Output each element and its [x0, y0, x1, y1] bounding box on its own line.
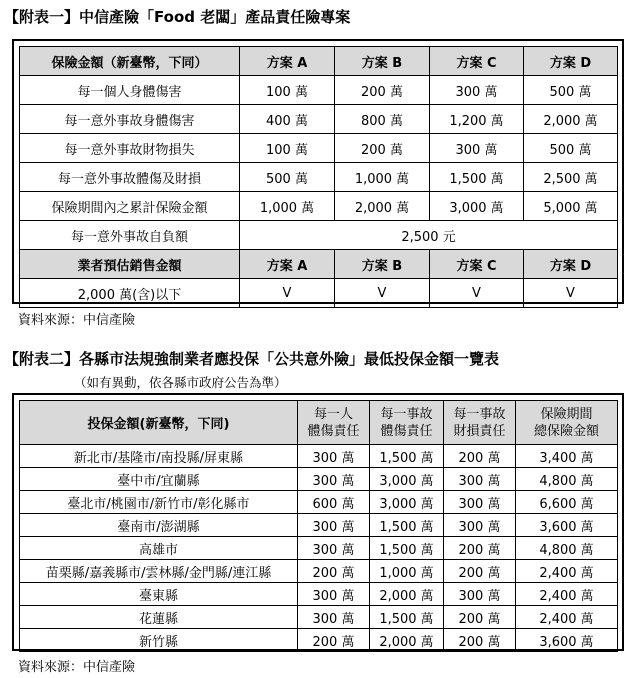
- public-liability-table: [19, 400, 618, 652]
- min-amount-value: 1,000 萬: [370, 560, 444, 583]
- coverage-value: 500 萬: [524, 134, 618, 163]
- county-label: 花蓮縣: [20, 606, 298, 629]
- min-amount-value: 2,000 萬: [370, 629, 444, 652]
- plan-header-d: 方案 D: [524, 47, 618, 76]
- min-amount-value: 300 萬: [298, 445, 370, 468]
- coverage-label: 每一個人身體傷害: [20, 76, 240, 105]
- table1-frame: [12, 39, 624, 304]
- table2-header-label: 投保金額(新臺幣，下同): [20, 401, 298, 445]
- min-amount-value: 300 萬: [444, 514, 516, 537]
- table-row: [20, 192, 618, 221]
- county-label: 苗栗縣/嘉義縣市/雲林縣/金門縣/連江縣: [20, 560, 298, 583]
- table2-title: 【附表二】各縣市法規強制業者應投保「公共意外險」最低投保金額一覽表: [4, 350, 500, 368]
- table-row: [20, 491, 618, 514]
- sales-plan-header-d: 方案 D: [524, 250, 618, 279]
- table2-col-header: [516, 401, 618, 445]
- min-amount-value: 2,400 萬: [516, 583, 618, 606]
- deductible-label: 每一意外事故自負額: [20, 221, 240, 250]
- col-header-line: 總保險金額: [533, 423, 599, 439]
- coverage-label: 保險期間內之累計保險金額: [20, 192, 240, 221]
- min-amount-value: 300 萬: [298, 468, 370, 491]
- table1-title: 【附表一】中信產險「Food 老闆」產品責任險專案: [4, 8, 351, 26]
- coverage-value: 3,000 萬: [430, 192, 524, 221]
- table-row: [20, 606, 618, 629]
- coverage-value: 400 萬: [240, 105, 335, 134]
- county-label: 高雄市: [20, 537, 298, 560]
- min-amount-value: 6,600 萬: [516, 491, 618, 514]
- table-row: [20, 537, 618, 560]
- table2-col-header: [298, 401, 370, 445]
- county-label: 臺北市/桃園市/新竹市/彰化縣市: [20, 491, 298, 514]
- sales-check: V: [240, 279, 335, 308]
- coverage-label: 每一意外事故身體傷害: [20, 105, 240, 134]
- coverage-value: 300 萬: [430, 134, 524, 163]
- min-amount-value: 1,500 萬: [370, 537, 444, 560]
- table-row: [20, 583, 618, 606]
- min-amount-value: 1,500 萬: [370, 514, 444, 537]
- county-label: 臺南市/澎湖縣: [20, 514, 298, 537]
- col-header-line: 體傷責任: [307, 423, 360, 439]
- coverage-value: 5,000 萬: [524, 192, 618, 221]
- coverage-value: 1,500 萬: [430, 163, 524, 192]
- coverage-value: 500 萬: [240, 163, 335, 192]
- coverage-value: 1,200 萬: [430, 105, 524, 134]
- table-row: [20, 514, 618, 537]
- min-amount-value: 3,000 萬: [370, 468, 444, 491]
- coverage-value: 2,000 萬: [524, 105, 618, 134]
- min-amount-value: 200 萬: [444, 629, 516, 652]
- table2-source: 資料來源：中信產險: [18, 660, 136, 675]
- min-amount-value: 200 萬: [298, 560, 370, 583]
- min-amount-value: 3,600 萬: [516, 514, 618, 537]
- min-amount-value: 3,400 萬: [516, 445, 618, 468]
- table-row: [20, 629, 618, 652]
- min-amount-value: 2,400 萬: [516, 606, 618, 629]
- col-header-line: 每一事故: [453, 406, 506, 422]
- min-amount-value: 4,800 萬: [516, 537, 618, 560]
- deductible-value: 2,500 元: [240, 221, 618, 250]
- sales-header-label: 業者預估銷售金額: [20, 250, 240, 279]
- table-row: [20, 468, 618, 491]
- col-header-line: 保險期間: [540, 406, 593, 422]
- min-amount-value: 300 萬: [298, 514, 370, 537]
- min-amount-value: 600 萬: [298, 491, 370, 514]
- min-amount-value: 300 萬: [298, 537, 370, 560]
- sales-plan-header-c: 方案 C: [430, 250, 524, 279]
- sales-header-row: [20, 250, 618, 279]
- min-amount-value: 200 萬: [444, 560, 516, 583]
- min-amount-value: 1,500 萬: [370, 606, 444, 629]
- sales-label: 2,000 萬(含)以下: [20, 279, 240, 308]
- coverage-value: 200 萬: [335, 76, 430, 105]
- deductible-row: [20, 221, 618, 250]
- table-row: [20, 134, 618, 163]
- county-label: 新竹縣: [20, 629, 298, 652]
- table2-col-header: [444, 401, 516, 445]
- plan-header-b: 方案 B: [335, 47, 430, 76]
- table-row: [20, 76, 618, 105]
- sales-check: V: [335, 279, 430, 308]
- min-amount-value: 2,000 萬: [370, 583, 444, 606]
- min-amount-value: 300 萬: [298, 606, 370, 629]
- coverage-label: 每一意外事故財物損失: [20, 134, 240, 163]
- table-row: [20, 105, 618, 134]
- min-amount-value: 3,000 萬: [370, 491, 444, 514]
- min-amount-value: 300 萬: [444, 468, 516, 491]
- county-label: 臺東縣: [20, 583, 298, 606]
- coverage-value: 2,500 萬: [524, 163, 618, 192]
- min-amount-value: 3,600 萬: [516, 629, 618, 652]
- table1-source: 資料來源：中信產險: [18, 313, 136, 328]
- sales-plan-header-a: 方案 A: [240, 250, 335, 279]
- min-amount-value: 2,400 萬: [516, 560, 618, 583]
- table1-header-label: 保險金額（新臺幣，下同）: [20, 47, 240, 76]
- sales-row: [20, 279, 618, 308]
- product-liability-table: [19, 46, 618, 308]
- table-row: [20, 560, 618, 583]
- county-label: 新北市/基隆市/南投縣/屏東縣: [20, 445, 298, 468]
- sales-check: V: [430, 279, 524, 308]
- coverage-value: 2,000 萬: [335, 192, 430, 221]
- plan-header-a: 方案 A: [240, 47, 335, 76]
- coverage-value: 200 萬: [335, 134, 430, 163]
- coverage-label: 每一意外事故體傷及財損: [20, 163, 240, 192]
- min-amount-value: 4,800 萬: [516, 468, 618, 491]
- table1-header-row: [20, 47, 618, 76]
- col-header-line: 體傷責任: [380, 423, 433, 439]
- coverage-value: 300 萬: [430, 76, 524, 105]
- table2-frame: [12, 393, 624, 651]
- min-amount-value: 200 萬: [444, 606, 516, 629]
- table-row: [20, 445, 618, 468]
- col-header-line: 每一事故: [380, 406, 433, 422]
- coverage-value: 500 萬: [524, 76, 618, 105]
- plan-header-c: 方案 C: [430, 47, 524, 76]
- min-amount-value: 200 萬: [298, 629, 370, 652]
- coverage-value: 100 萬: [240, 76, 335, 105]
- min-amount-value: 300 萬: [298, 583, 370, 606]
- col-header-line: 每一人: [313, 406, 353, 422]
- table2-note: （如有異動，依各縣市政府公告為準）: [74, 375, 287, 390]
- col-header-line: 財損責任: [453, 423, 506, 439]
- coverage-value: 100 萬: [240, 134, 335, 163]
- min-amount-value: 300 萬: [444, 583, 516, 606]
- coverage-value: 800 萬: [335, 105, 430, 134]
- min-amount-value: 200 萬: [444, 537, 516, 560]
- min-amount-value: 200 萬: [444, 445, 516, 468]
- county-label: 臺中市/宜蘭縣: [20, 468, 298, 491]
- min-amount-value: 1,500 萬: [370, 445, 444, 468]
- coverage-value: 1,000 萬: [335, 163, 430, 192]
- sales-check: V: [524, 279, 618, 308]
- sales-plan-header-b: 方案 B: [335, 250, 430, 279]
- table2-header-row: [20, 401, 618, 445]
- table-row: [20, 163, 618, 192]
- table2-col-header: [370, 401, 444, 445]
- min-amount-value: 300 萬: [444, 491, 516, 514]
- coverage-value: 1,000 萬: [240, 192, 335, 221]
